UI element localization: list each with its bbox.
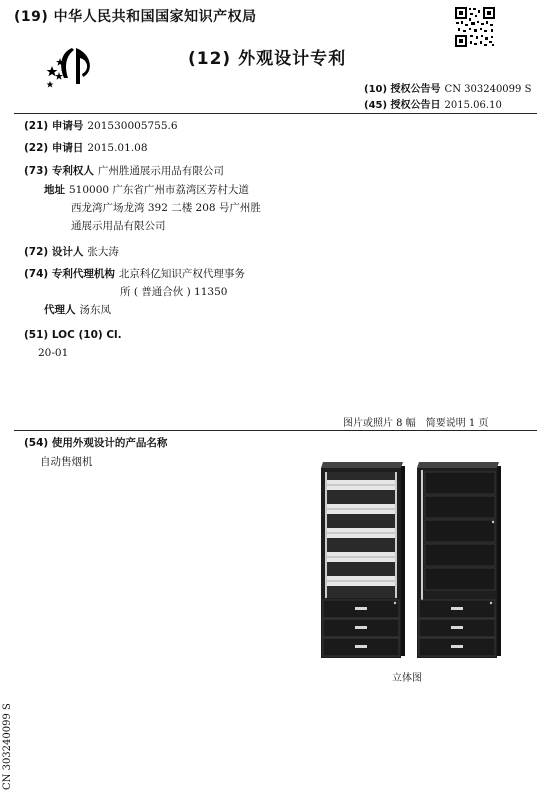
office-name: (19) 中华人民共和国国家知识产权局 xyxy=(14,9,257,25)
application-number-value: 201530005755.6 xyxy=(87,120,178,132)
loc-label: (51) LOC (10) Cl. xyxy=(24,329,122,341)
product-name-label: (54) 使用外观设计的产品名称 xyxy=(24,437,168,449)
product-perspective-view xyxy=(317,460,507,670)
address-line-3: 通展示用品有限公司 xyxy=(71,220,166,232)
agent xyxy=(44,302,111,319)
agent-value: 汤东凤 xyxy=(79,304,111,316)
address-line-1 xyxy=(44,182,249,199)
patent-agency-label: (74) 专利代理机构 xyxy=(24,268,115,280)
application-date-label: (22) 申请日 xyxy=(24,142,84,154)
publication-date-value: 2015.06.10 xyxy=(444,100,502,111)
summary-divider xyxy=(14,430,537,431)
designer xyxy=(24,244,119,261)
address-line-2: 西龙湾广场龙湾 392 二楼 208 号广州胜 xyxy=(71,202,261,214)
patent-owner xyxy=(24,163,224,180)
application-number-label: (21) 申请号 xyxy=(24,120,84,132)
summary-count: 图片或照片 8 幅 简要说明 1 页 xyxy=(343,418,489,429)
application-date-value: 2015.01.08 xyxy=(87,142,148,154)
publication-date xyxy=(364,96,502,111)
publication-number-value: CN 303240099 S xyxy=(444,84,532,95)
loc-classification-value: 20-01 xyxy=(38,347,69,359)
application-number xyxy=(24,118,178,135)
cabinet-open-view xyxy=(321,462,405,658)
cabinet-closed-view xyxy=(417,462,501,658)
loc-classification-label xyxy=(24,327,122,344)
cnipa-logo xyxy=(42,44,98,92)
application-date xyxy=(24,140,148,157)
designer-label: (72) 设计人 xyxy=(24,246,84,258)
header-divider xyxy=(14,113,537,114)
document-type: (12) 外观设计专利 xyxy=(188,49,347,69)
side-publication-number: CN 303240099 S xyxy=(2,703,13,790)
product-name: 自动售烟机 xyxy=(40,456,93,468)
patent-owner-label: (73) 专利权人 xyxy=(24,165,94,177)
publication-number xyxy=(364,80,531,95)
publication-date-label: (45) 授权公告日 xyxy=(364,100,441,111)
patent-agency-line-2: 所 ( 普通合伙 ) 11350 xyxy=(120,286,228,298)
view-caption: 立体图 xyxy=(392,673,422,684)
patent-owner-value: 广州胜通展示用品有限公司 xyxy=(97,165,224,177)
qr-code xyxy=(454,6,496,48)
publication-number-label: (10) 授权公告号 xyxy=(364,84,441,95)
designer-value: 张大涛 xyxy=(87,246,119,258)
patent-agency-value-1: 北京科亿知识产权代理事务 xyxy=(118,268,245,280)
product-name-heading xyxy=(24,435,167,452)
patent-agency xyxy=(24,266,245,283)
address-value-1: 510000 广东省广州市荔湾区芳村大道 xyxy=(69,184,249,196)
agent-label: 代理人 xyxy=(44,304,76,316)
address-label: 地址 xyxy=(44,184,65,196)
